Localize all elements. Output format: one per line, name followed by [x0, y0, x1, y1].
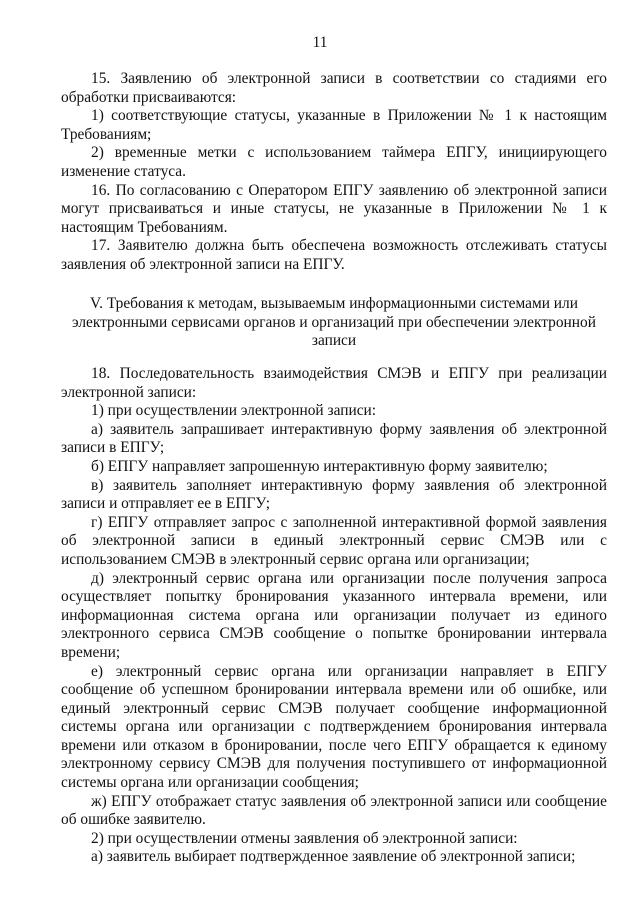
paragraph: д) электронный сервис органа или организации после получения запроса осуществляет попытку бронирования указанного интервала времени, или информационная система органа или организации получает из единого электронного сервиса СМЭВ сообщение о попытке бронировании интервала времени; — [61, 569, 607, 661]
heading-line: электронными сервисами органов и организаций при обеспечении электронной — [72, 313, 596, 331]
paragraph: г) ЕПГУ отправляет запрос с заполненной интерактивной формой заявления об электронной записи в единый электронный сервис СМЭВ или с использованием СМЭВ в электронный сервис органа или организации; — [61, 513, 607, 568]
paragraph: б) ЕПГУ направляет запрошенную интерактивную форму заявителю; — [91, 457, 548, 475]
paragraph: 15. Заявлению об электронной записи в соответствии со стадиями его обработки присваиваются: — [61, 70, 607, 106]
paragraph: 18. Последовательность взаимодействия СМЭВ и ЕПГУ при реализации электронной записи: — [61, 365, 607, 401]
paragraph: 1) соответствующие статусы, указанные в Приложении № 1 к настоящим Требованиям; — [61, 107, 607, 143]
paragraph: ж) ЕПГУ отображает статус заявления об электронной записи или сообщение об ошибке заявителю. — [61, 792, 607, 829]
section-status-paragraphs — [61, 70, 607, 275]
heading-line: записи — [311, 332, 357, 350]
section-interaction-paragraphs — [61, 365, 607, 867]
page-number: 11 — [312, 34, 328, 51]
paragraph: 17. Заявителю должна быть обеспечена возможность отслеживать статусы заявления об электронной записи на ЕПГУ. — [61, 237, 607, 273]
paragraph: в) заявитель заполняет интерактивную форму заявления об электронной записи и отправляет ее в ЕПГУ; — [61, 476, 607, 513]
paragraph: 2) временные метки с использованием таймера ЕПГУ, инициирующего изменение статуса. — [61, 144, 607, 180]
section-heading — [61, 295, 607, 351]
paragraph: а) заявитель запрашивает интерактивную форму заявления об электронной записи в ЕПГУ; — [61, 420, 607, 457]
paragraph: 2) при осуществлении отмены заявления об электронной записи: — [91, 829, 518, 847]
heading-line: V. Требования к методам, вызываемым информационными системами или — [90, 295, 578, 312]
paragraph: а) заявитель выбирает подтвержденное заявление об электронной записи; — [91, 848, 576, 866]
paragraph: 16. По согласованию с Оператором ЕПГУ заявлению об электронной записи могут присваиваться и иные статусы, не указанные в Приложении № 1 к настоящим Требованиям. — [61, 181, 607, 236]
paragraph: е) электронный сервис органа или организации направляет в ЕПГУ сообщение об успешном бронировании интервала времени или об ошибке, или единый электронный сервис СМЭВ получает сообщение информационной системы органа или организации с подтверждением бронирования интервала времени или отказом в бронировании, после чего ЕПГУ обращается к единому электронному сервису СМЭВ для получения поступившего от информационной системы органа или организации сообщения; — [61, 662, 607, 792]
paragraph: 1) при осуществлении электронной записи: — [91, 402, 377, 420]
